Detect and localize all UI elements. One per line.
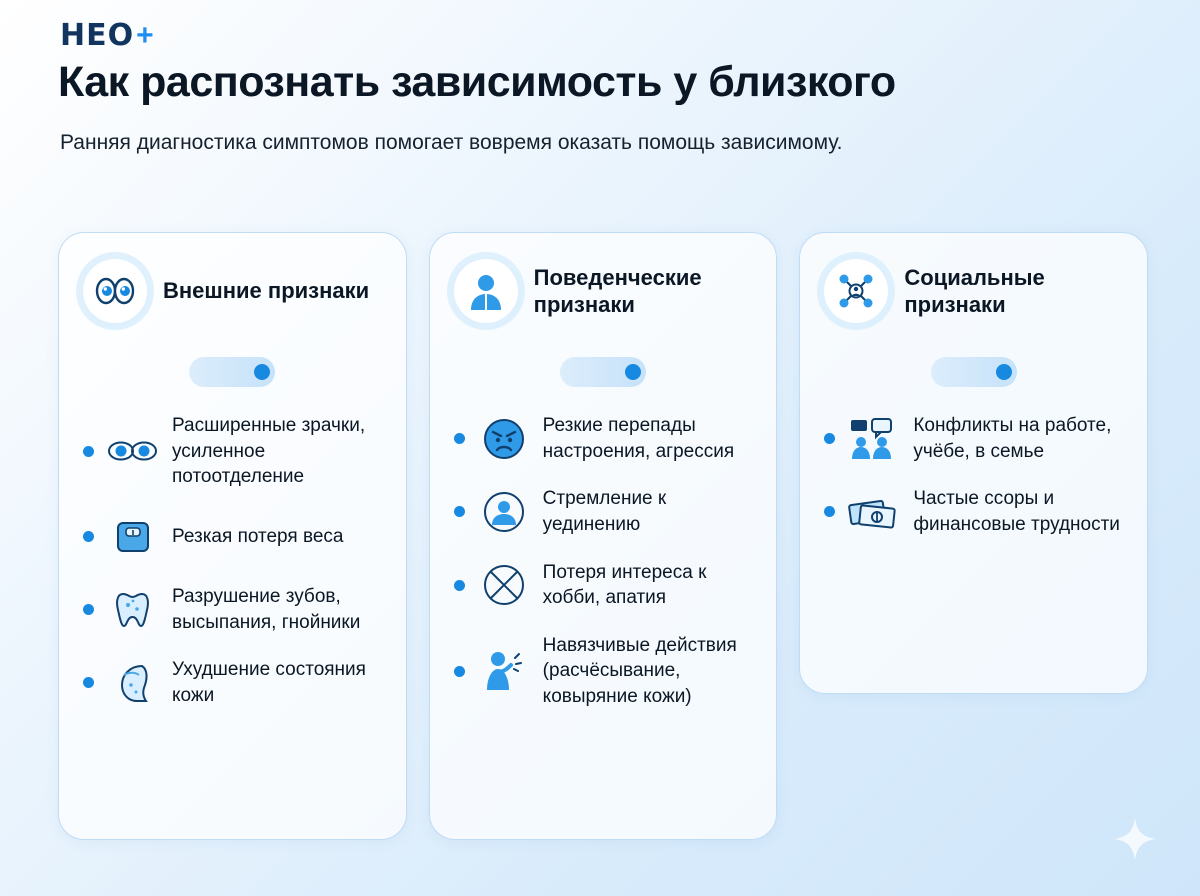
conflict-people-icon <box>847 414 901 464</box>
list-item-label: Разрушение зубов, высыпания, гнойники <box>172 585 361 633</box>
list-item <box>824 413 1123 464</box>
brand-plus-icon: + <box>136 18 154 52</box>
bullet-icon <box>454 666 465 677</box>
card-behavioral-signs <box>429 232 778 840</box>
money-icon <box>847 487 901 537</box>
scales-icon <box>106 512 160 562</box>
card-toggle-row <box>454 357 753 387</box>
bullet-icon <box>83 531 94 542</box>
list-item-label: Частые ссоры и финансовые трудности <box>913 488 1120 535</box>
list-item-label: Резкая потеря веса <box>172 526 344 548</box>
crossed-circle-icon <box>477 560 531 610</box>
list-item-label: Ухудшение состояния кожи <box>172 659 366 706</box>
bullet-icon <box>454 433 465 444</box>
page-title: Как распознать зависимость у близкого <box>58 58 896 106</box>
signs-cards-container <box>58 232 1148 840</box>
card-header <box>83 259 382 323</box>
list-item <box>83 657 382 708</box>
card-social-signs <box>799 232 1148 694</box>
card-header <box>454 259 753 323</box>
angry-face-icon <box>477 414 531 464</box>
card-header <box>824 259 1123 323</box>
scratching-person-icon <box>477 646 531 696</box>
bullet-icon <box>824 433 835 444</box>
bullet-icon <box>454 506 465 517</box>
card-external-signs <box>58 232 407 840</box>
list-item-label: Потеря интереса к хобби, апатия <box>542 561 707 609</box>
toggle-social-signs[interactable] <box>931 357 1017 387</box>
bullet-icon <box>83 446 94 457</box>
brand-logo <box>60 18 154 53</box>
brand-name: HEO <box>60 18 135 53</box>
person-icon <box>454 259 518 323</box>
bullet-icon <box>824 506 835 517</box>
page-subtitle: Ранняя диагностика симптомов помогает вовремя оказать помощь зависимому. <box>60 131 843 154</box>
list-item <box>454 633 753 710</box>
card-title: Социальные признаки <box>904 264 1045 317</box>
tooth-icon <box>106 585 160 635</box>
network-icon <box>824 259 888 323</box>
bullet-icon <box>83 677 94 688</box>
sparkle-icon <box>1114 818 1156 860</box>
card-items <box>824 413 1123 560</box>
list-item <box>83 512 382 562</box>
face-skin-icon <box>106 658 160 708</box>
list-item <box>83 584 382 635</box>
list-item <box>454 413 753 464</box>
toggle-behavioral-signs[interactable] <box>560 357 646 387</box>
card-toggle-row <box>83 357 382 387</box>
list-item <box>454 486 753 537</box>
list-item-label: Конфликты на работе, учёбе, в семье <box>913 415 1112 462</box>
card-toggle-row <box>824 357 1123 387</box>
list-item-label: Навязчивые действия (расчёсывание, ковыряние кожи) <box>542 634 737 708</box>
toggle-external-signs[interactable] <box>189 357 275 387</box>
list-item <box>824 486 1123 537</box>
list-item <box>454 560 753 611</box>
card-title: Внешние признаки <box>163 278 370 304</box>
list-item-label: Резкие перепады настроения, агрессия <box>542 415 735 462</box>
dilated-pupils-icon <box>106 426 160 476</box>
card-title: Поведенческие признаки <box>533 264 702 317</box>
list-item-label: Расширенные зрачки, усиленное потоотделение <box>172 415 366 488</box>
lonely-person-icon <box>477 487 531 537</box>
bullet-icon <box>83 604 94 615</box>
card-items <box>83 413 382 730</box>
list-item-label: Стремление к уединению <box>542 488 667 535</box>
card-items <box>454 413 753 732</box>
eyes-icon <box>83 259 147 323</box>
list-item <box>83 413 382 490</box>
bullet-icon <box>454 580 465 591</box>
